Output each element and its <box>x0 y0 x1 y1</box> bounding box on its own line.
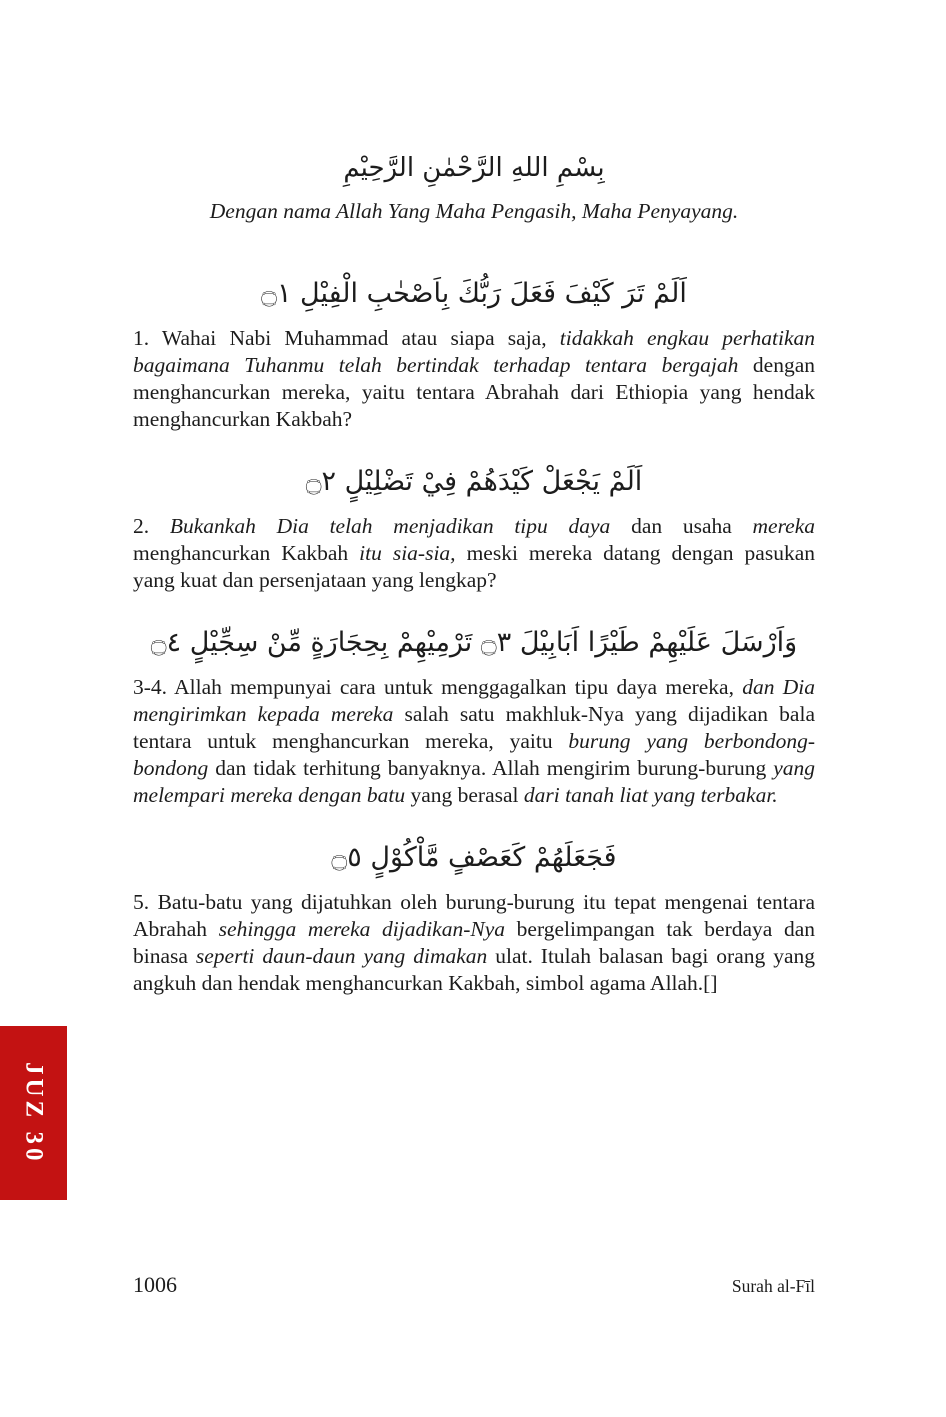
verse-3-4-translation: 3-4. Allah mempunyai cara untuk menggagalkan tipu daya mereka, dan Dia mengirimkan kepada mereka salah satu makhluk-Nya yang dijadikan bala tentara untuk menghancurkan mereka, yaitu burung yang berbondong-bondong dan tidak terhitung banyaknya. Allah mengirim burung-burung yang melempari mereka dengan batu yang berasal dari tanah liat yang terbakar. <box>133 675 816 807</box>
verse-1-arabic: اَلَمْ تَرَ كَيْفَ فَعَلَ رَبُّكَ بِاَصْحٰبِ الْفِيْلِ ۝١ <box>261 278 687 309</box>
verse-1-translation: 1. Wahai Nabi Muhammad atau siapa saja, tidakkah engkau perhatikan bagaimana Tuhanmu telah bertindak terhadap tentara bergajah dengan menghancurkan mereka, yaitu tentara Abrahah dari Ethiopia yang hendak menghancurkan Kakbah? <box>133 326 815 431</box>
verse-2-translation: 2. Bukankah Dia telah menjadikan tipu daya dan usaha mereka menghancurkan Kakbah itu sia-sia, meski mereka datang dengan pasukan yang kuat dan persenjataan yang lengkap? <box>133 514 816 592</box>
page-footer <box>133 1272 815 1298</box>
juz-tab <box>0 1026 67 1200</box>
juz-label: JUZ 30 <box>20 1061 48 1165</box>
surah-name: Surah al-Fīl <box>731 1276 815 1296</box>
verse-block-3-4 <box>133 620 815 809</box>
verse-block-5 <box>133 835 815 997</box>
verse-5-arabic: فَجَعَلَهُمْ كَعَصْفٍ مَّاْكُوْلٍ ۝٥ <box>331 842 617 873</box>
bismillah-translation: Dengan nama Allah Yang Maha Pengasih, Maha Penyayang. <box>209 199 739 223</box>
verse-3-4-arabic: وَاَرْسَلَ عَلَيْهِمْ طَيْرًا اَبَابِيْلَ ۝٣ تَرْمِيْهِمْ بِحِجَارَةٍ مِّنْ سِجِّيْلٍ ۝٤ <box>150 627 798 658</box>
verse-block-1 <box>133 271 815 433</box>
bismillah-arabic: بِسْمِ اللهِ الرَّحْمٰنِ الرَّحِيْمِ <box>343 153 605 183</box>
verse-5-translation: 5. Batu-batu yang dijatuhkan oleh burung-burung itu tepat mengenai tentara Abrahah sehingga mereka dijadikan-Nya bergelimpangan tak berdaya dan binasa seperti daun-daun yang dimakan ulat. Itulah balasan bagi orang yang angkuh dan hendak menghancurkan Kakbah, simbol agama Allah.[] <box>133 890 816 995</box>
page-number: 1006 <box>133 1272 177 1297</box>
verse-2-arabic: اَلَمْ يَجْعَلْ كَيْدَهُمْ فِيْ تَضْلِيْلٍ ۝٢ <box>305 466 643 497</box>
verse-block-2 <box>133 459 815 594</box>
